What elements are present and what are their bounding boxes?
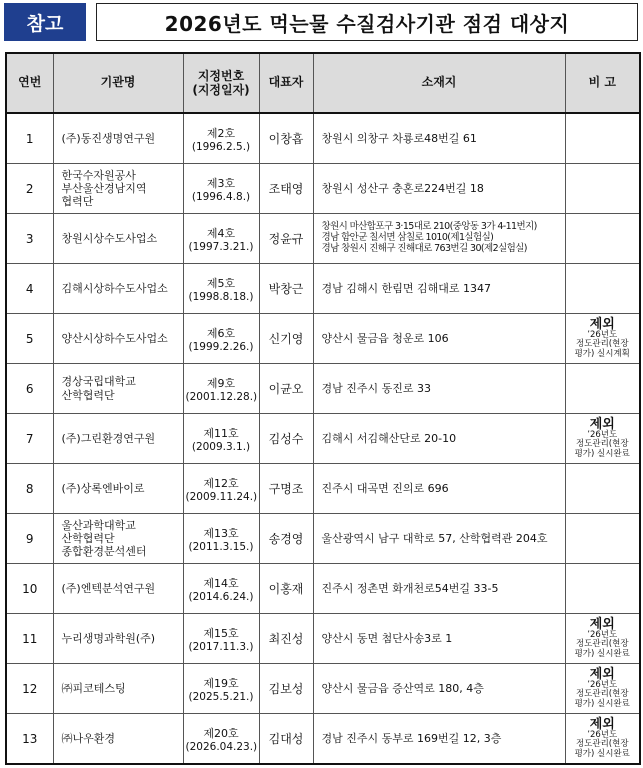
row-no: 13 — [6, 714, 53, 765]
table-row — [6, 414, 640, 464]
row-remark — [565, 164, 640, 214]
row-remark — [565, 564, 640, 614]
row-no: 6 — [6, 364, 53, 414]
row-addr: 양산시 물금읍 증산역로 180, 4층 — [313, 664, 565, 714]
page-title: 2026년도 먹는물 수질검사기관 점검 대상지 — [96, 3, 638, 41]
row-code: 제5호 (1998.8.18.) — [183, 264, 259, 314]
row-code: 제19호 (2025.5.21.) — [183, 664, 259, 714]
row-rep: 이창흡 — [259, 113, 313, 164]
row-no: 5 — [6, 314, 53, 364]
row-code: 제9호 (2001.12.28.) — [183, 364, 259, 414]
row-addr: 창원시 의창구 차룡로48번길 61 — [313, 113, 565, 164]
row-remark: 제외 ’26년도 정도관리(현장 평가) 실시완료 — [565, 414, 640, 464]
col-header-rep: 대표자 — [259, 53, 313, 113]
row-no: 4 — [6, 264, 53, 314]
col-header-code: 지정번호 (지정일자) — [183, 53, 259, 113]
table-row — [6, 214, 640, 264]
table-row — [6, 514, 640, 564]
row-remark: 제외 ’26년도 정도관리(현장 평가) 실시완료 — [565, 714, 640, 765]
table-row — [6, 564, 640, 614]
table-row — [6, 464, 640, 514]
row-code: 제2호 (1996.2.5.) — [183, 113, 259, 164]
table-row — [6, 364, 640, 414]
col-header-addr: 소재지 — [313, 53, 565, 113]
row-addr: 울산광역시 남구 대학로 57, 산학협력관 204호 — [313, 514, 565, 564]
table-header-row — [6, 53, 640, 113]
row-code: 제13호 (2011.3.15.) — [183, 514, 259, 564]
row-addr: 경남 진주시 동부로 169번길 12, 3층 — [313, 714, 565, 765]
row-remark — [565, 514, 640, 564]
row-remark — [565, 464, 640, 514]
row-name: 한국수자원공사 부산울산경남지역 협력단 — [53, 164, 183, 214]
row-no: 10 — [6, 564, 53, 614]
row-name: 양산시상하수도사업소 — [53, 314, 183, 364]
row-no: 7 — [6, 414, 53, 464]
row-name: 김해시상하수도사업소 — [53, 264, 183, 314]
row-name: 창원시상수도사업소 — [53, 214, 183, 264]
table-row — [6, 164, 640, 214]
page-header — [4, 3, 638, 41]
row-code: 제3호 (1996.4.8.) — [183, 164, 259, 214]
row-rep: 김보성 — [259, 664, 313, 714]
row-rep: 박창근 — [259, 264, 313, 314]
row-name: (주)엔텍분석연구원 — [53, 564, 183, 614]
row-rep: 정윤규 — [259, 214, 313, 264]
row-name: 누리생명과학원(주) — [53, 614, 183, 664]
row-addr: 경남 김해시 한림면 김해대로 1347 — [313, 264, 565, 314]
row-addr: 진주시 정촌면 화개천로54번길 33-5 — [313, 564, 565, 614]
row-no: 2 — [6, 164, 53, 214]
col-header-no: 연번 — [6, 53, 53, 113]
col-header-remark: 비 고 — [565, 53, 640, 113]
row-code: 제12호 (2009.11.24.) — [183, 464, 259, 514]
row-code: 제20호 (2026.04.23.) — [183, 714, 259, 765]
row-addr: 김해시 서김해산단로 20-10 — [313, 414, 565, 464]
row-remark — [565, 113, 640, 164]
table-row — [6, 714, 640, 765]
row-name: 울산과학대학교 산학협력단 종합환경분석센터 — [53, 514, 183, 564]
row-remark — [565, 364, 640, 414]
col-header-name: 기관명 — [53, 53, 183, 113]
row-no: 11 — [6, 614, 53, 664]
row-rep: 신기영 — [259, 314, 313, 364]
table-row — [6, 614, 640, 664]
row-rep: 송경영 — [259, 514, 313, 564]
row-addr: 창원시 성산구 충혼로224번길 18 — [313, 164, 565, 214]
row-rep: 구명조 — [259, 464, 313, 514]
row-code: 제14호 (2014.6.24.) — [183, 564, 259, 614]
row-rep: 조태영 — [259, 164, 313, 214]
row-name: ㈜피코테스팅 — [53, 664, 183, 714]
row-no: 8 — [6, 464, 53, 514]
row-name: 경상국립대학교 산학협력단 — [53, 364, 183, 414]
row-addr: 경남 진주시 동진로 33 — [313, 364, 565, 414]
row-addr: 창원시 마산합포구 3·15대로 210(중앙동 3가 4-11번지) 경남 함안군 칠서면 삼칠로 1010(제1실험실) 경남 창원시 진해구 진해대로 763번길 30(제2실험실) — [313, 214, 565, 264]
row-no: 3 — [6, 214, 53, 264]
row-remark: 제외 ’26년도 정도관리(현장 평가) 실시완료 — [565, 614, 640, 664]
reference-badge: 참고 — [4, 3, 86, 41]
row-addr: 진주시 대곡면 진의로 696 — [313, 464, 565, 514]
row-code: 제4호 (1997.3.21.) — [183, 214, 259, 264]
row-name: (주)동진생명연구원 — [53, 113, 183, 164]
row-remark: 제외 ’26년도 정도관리(현장 평가) 실시계획 — [565, 314, 640, 364]
row-no: 9 — [6, 514, 53, 564]
row-rep: 김성수 — [259, 414, 313, 464]
row-code: 제11호 (2009.3.1.) — [183, 414, 259, 464]
table-row — [6, 113, 640, 164]
row-name: (주)상록엔바이로 — [53, 464, 183, 514]
row-remark — [565, 264, 640, 314]
row-rep: 이홍재 — [259, 564, 313, 614]
row-code: 제6호 (1999.2.26.) — [183, 314, 259, 364]
row-no: 1 — [6, 113, 53, 164]
inspection-table — [5, 52, 641, 765]
row-rep: 이균오 — [259, 364, 313, 414]
row-addr: 양산시 물금읍 청운로 106 — [313, 314, 565, 364]
row-no: 12 — [6, 664, 53, 714]
row-rep: 최진성 — [259, 614, 313, 664]
row-addr: 양산시 동면 첨단사송3로 1 — [313, 614, 565, 664]
row-name: ㈜나우환경 — [53, 714, 183, 765]
table-row — [6, 314, 640, 364]
row-remark: 제외 ’26년도 정도관리(현장 평가) 실시완료 — [565, 664, 640, 714]
row-name: (주)그린환경연구원 — [53, 414, 183, 464]
table-row — [6, 664, 640, 714]
row-rep: 김대성 — [259, 714, 313, 765]
table-row — [6, 264, 640, 314]
row-remark — [565, 214, 640, 264]
row-code: 제15호 (2017.11.3.) — [183, 614, 259, 664]
